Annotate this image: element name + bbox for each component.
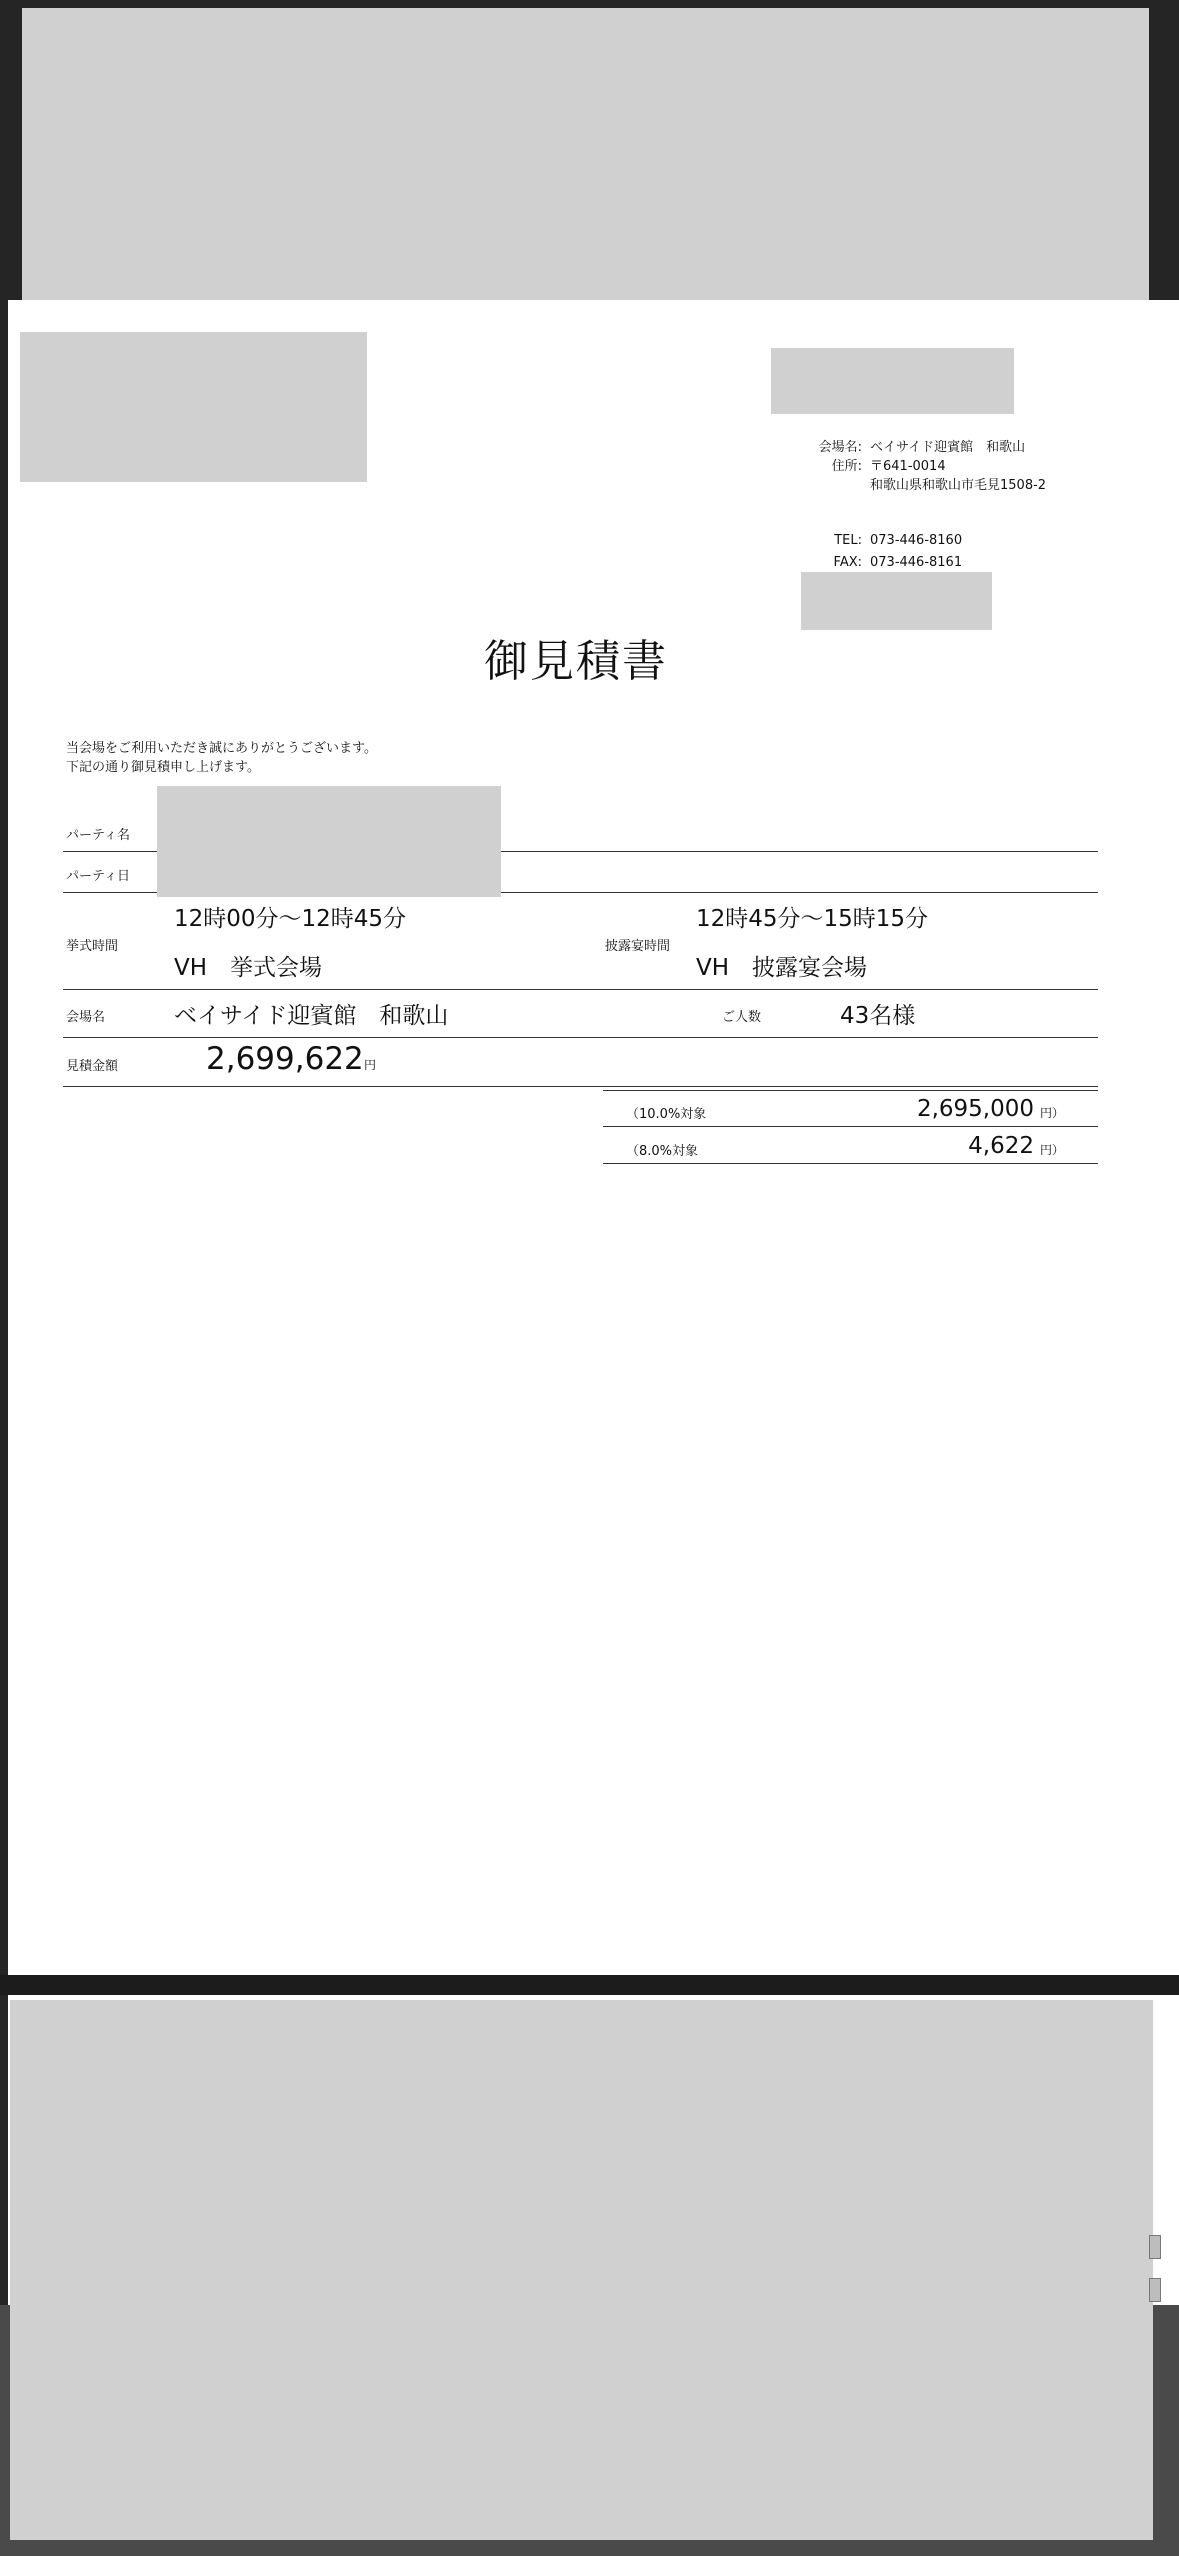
guests-value: 43名様	[840, 1003, 916, 1029]
tax-10-value: 2,695,000	[916, 1096, 1034, 1122]
ceremony-time: 12時00分〜12時45分	[174, 906, 407, 932]
greeting-line-2: 下記の通り御見積申し上げます。	[66, 760, 260, 775]
venue-value: ベイサイド迎賓館 和歌山	[174, 1003, 449, 1029]
tax-10-label: （10.0%対象	[626, 1107, 707, 1122]
redacted-stamp	[801, 572, 992, 630]
estimate-page	[8, 300, 1179, 1975]
reception-time-label: 披露宴時間	[605, 939, 671, 954]
venue-name-label: 会場名:	[818, 440, 862, 455]
redacted-party-info	[157, 786, 501, 897]
tel-label: TEL:	[834, 533, 862, 548]
venue-name: ベイサイド迎賓館 和歌山	[870, 440, 1026, 455]
tel-number: 073-446-8160	[870, 533, 963, 548]
guests-label: ご人数	[722, 1010, 762, 1025]
tax-divider	[603, 1163, 1098, 1164]
tax-8-yen: 円）	[1040, 1143, 1065, 1157]
estimate-label: 見積金額	[66, 1059, 119, 1074]
fax-number: 073-446-8161	[870, 555, 963, 570]
reception-hall: VH 披露宴会場	[696, 955, 868, 981]
divider	[63, 1037, 1098, 1038]
tax-8-label: （8.0%対象	[626, 1144, 699, 1159]
tax-divider	[603, 1090, 1098, 1091]
venue-label: 会場名	[66, 1010, 106, 1025]
estimate-yen: 円	[364, 1058, 377, 1072]
document-title: 御見積書	[484, 636, 668, 687]
ceremony-hall: VH 挙式会場	[174, 955, 323, 981]
address-label: 住所:	[831, 459, 862, 474]
redacted-second-page	[10, 2000, 1153, 2540]
scroll-handle[interactable]	[1149, 2235, 1161, 2259]
tax-10-yen: 円）	[1040, 1106, 1065, 1120]
tax-8-value: 4,622	[968, 1133, 1034, 1159]
divider	[63, 989, 1098, 990]
fax-label: FAX:	[833, 555, 862, 570]
party-date-label: パーティ日	[66, 869, 130, 884]
redacted-company-logo	[771, 348, 1014, 414]
divider	[63, 1086, 1098, 1087]
estimate-value: 2,699,622	[206, 1041, 364, 1077]
greeting-line-1: 当会場をご利用いただき誠にありがとうございます。	[66, 741, 377, 756]
tax-divider	[603, 1126, 1098, 1127]
redacted-header-image	[22, 8, 1149, 303]
address-text: 和歌山県和歌山市毛見1508-2	[870, 478, 1047, 493]
scroll-handle[interactable]	[1149, 2278, 1161, 2302]
ceremony-time-label: 挙式時間	[66, 939, 119, 954]
page-gap	[0, 1975, 1179, 1995]
reception-time: 12時45分〜15時15分	[696, 906, 929, 932]
redacted-logo	[20, 332, 367, 482]
party-name-label: パーティ名	[66, 828, 130, 843]
postal-code: 〒641-0014	[870, 459, 946, 474]
